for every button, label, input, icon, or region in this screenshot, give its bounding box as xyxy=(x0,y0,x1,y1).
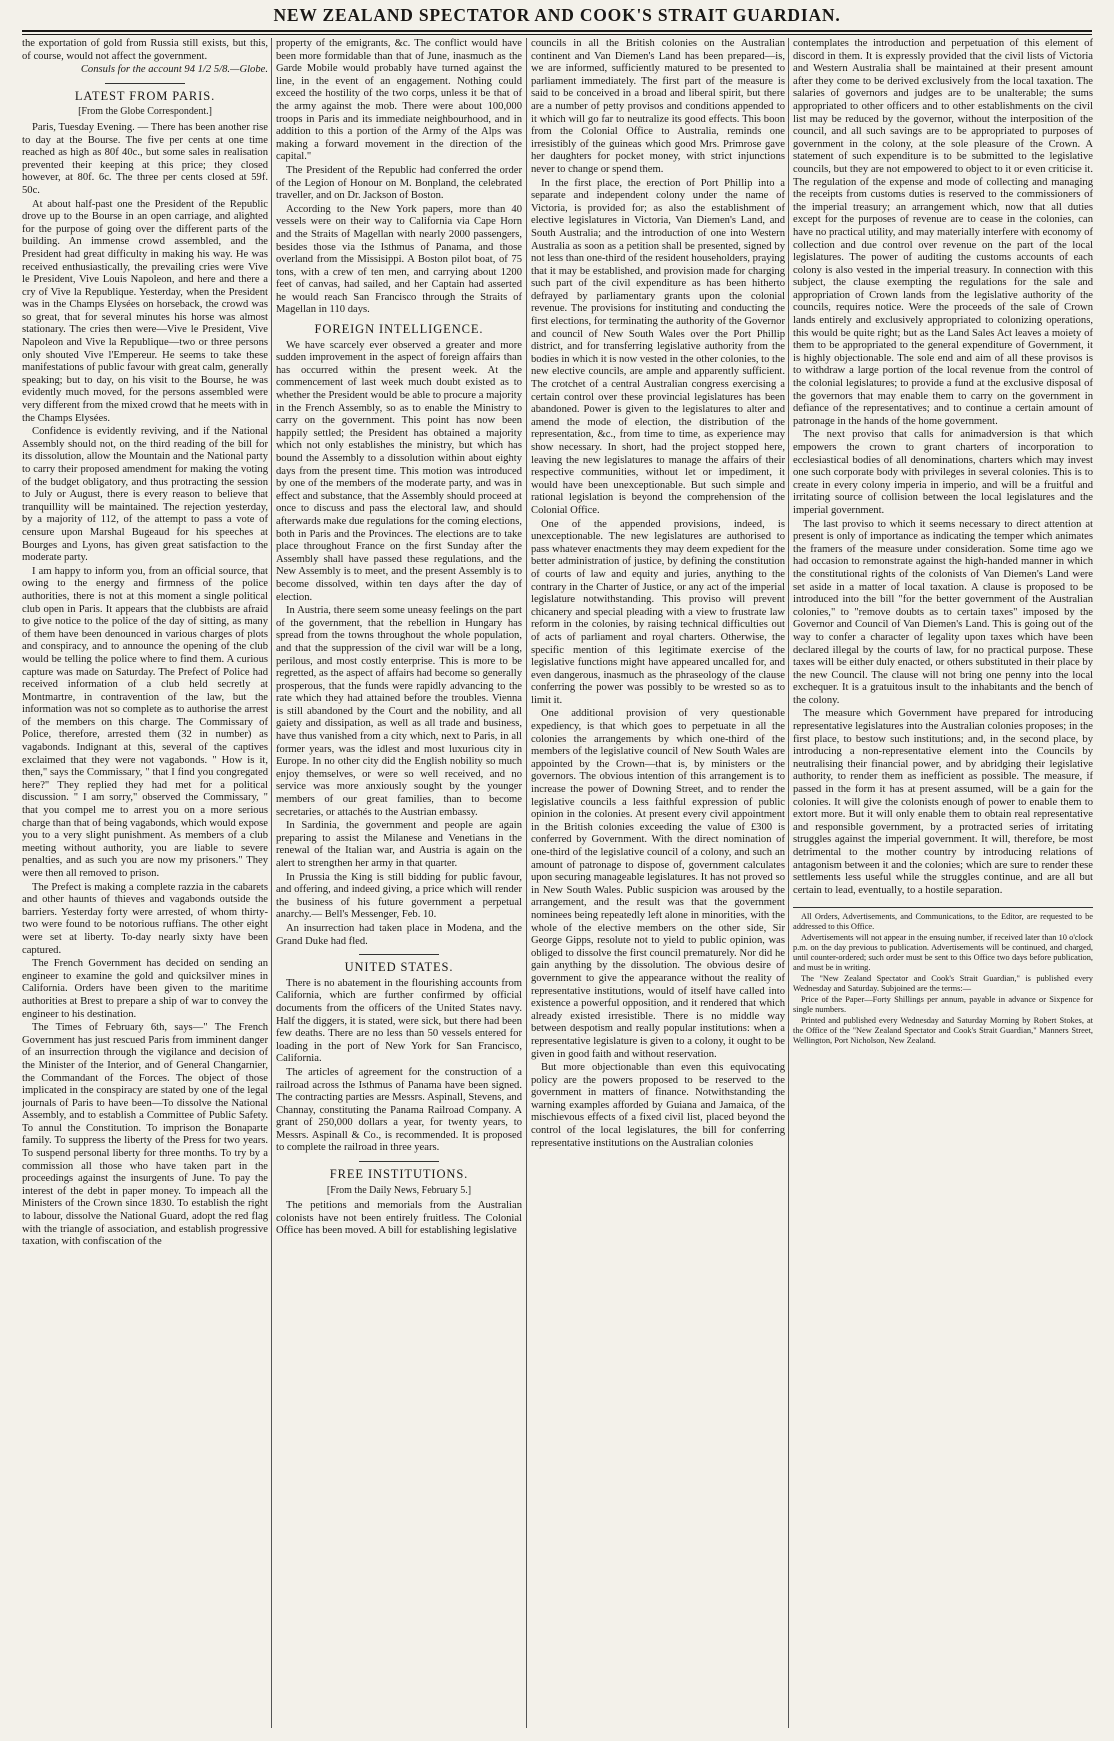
paragraph: The President of the Republic had conferred the order of the Legion of Honour on M. Bonpland, the celebrated traveller, and on Dr. Jackson of Boston. xyxy=(276,164,522,202)
paragraph: In the first place, the erection of Port Phillip into a separate and independent colony under the name of Victoria, is provided for; as also the establishment of elective legislatures in Victoria, Van Diemen's Land, and South Australia; and the introduction of one into Western Australia as soon as a petition shall be presented, signed by not less than one-third of the resident householders, praying that it may be established, and provision made for charging such part of the civil expenditure as has been hitherto defrayed by parliamentary grants upon the colonial revenue. The provisions for instituting and conducting the first elections, for terminating the authority of the Governor and council of New South Wales over the Port Phillip district, and for transferring legislative authority from the bodies in which it is now vested in the other colonies, to the new elective councils, are ample and apparently sufficient. The crotchet of a central Australian congress exercising a certain control over these provincial legislatures has been abandoned. Power is given to the legislatures to alter and amend the mode of election, the distribution of the representation, &c., from time to time, as experience may show necessary. In short, had the project stopped here, leaving the new legislatures to manage the affairs of their respective communities, without let or impediment, it would have been unexceptionable. But such simple and rational legislation is beyond the comprehension of the Colonial Office. xyxy=(531,177,785,516)
heading-latest-from-paris: LATEST FROM PARIS. xyxy=(74,88,216,103)
column-4 xyxy=(793,38,1093,1728)
paragraph: An insurrection had taken place in Modena, and the Grand Duke had fled. xyxy=(276,922,522,947)
source-line: [From the Globe Correspondent.] xyxy=(78,106,212,118)
paragraph: I am happy to inform you, from an official source, that owing to the energy and firmness of the police authorities, there is not at this moment a single political club open in Paris. It appears that the clubbists are afraid to give notice to the police of the day of sitting, as many of them have been denounced in various charges of plots and conspiracy, and to announce the opening of the club would be telling the police where to find them. A curious capture was made on Saturday. The Prefect of Police had received information of a club held secretly at Montmartre, in contravention of the law, but the information was not so complete as to authorise the arrest of the members on this charge. The Commissary of Police, therefore, arrested them (32 in number) as vagabonds. Indignant at this, several of the captives exclaimed that they were not vagabonds. " How is it, then," says the Commissary, " that I find you congregated here?" They replied they had met for a political discussion. " I am sorry," observed the Commissary, " that you compel me to arrest you on a more serious charge than that of being vagabonds, which would expose you to a very slight punishment. As members of a club meeting without authority, you are liable to severe penalties, and as such you are now my prisoners." They were then all removed to prison. xyxy=(22,565,268,879)
paragraph: In Prussia the King is still bidding for public favour, and offering, and indeed giving, a price which will render the business of his future government a perpetual anarchy.— Bell's Messenger, Feb. 10. xyxy=(276,871,522,921)
column-3 xyxy=(531,38,785,1728)
column-divider xyxy=(526,38,527,1728)
paragraph: Paris, Tuesday Evening. — There has been another rise to day at the Bourse. The five per cents at one time reached as high as 80f 40c., but some sales in realisation prevented their keeping at this price; they closed however, at 80f. 6c. The three per cents closed at 59f. 50c. xyxy=(22,121,268,196)
paragraph: The petitions and memorials from the Australian colonists have not been entirely fruitless. The Colonial Office has been moved. A bill for establishing legislative xyxy=(276,1200,522,1237)
section-rule xyxy=(359,954,439,955)
masthead-rule xyxy=(22,30,1092,32)
column-1 xyxy=(22,38,268,1728)
notice-line: The "New Zealand Spectator and Cook's Strait Guardian," is published every Wednesday and Saturday. Subjoined are the terms:— xyxy=(793,974,1093,994)
heading-foreign-intelligence: FOREIGN INTELLIGENCE. xyxy=(314,322,484,337)
notice-line: Price of the Paper—Forty Shillings per annum, payable in advance or Sixpence for single numbers. xyxy=(793,995,1093,1015)
paragraph: One additional provision of very questionable expediency, is that which goes to perpetuate in all the colonies the arrangements by which one-third of the members of the legislative council of New South Wales are appointed by the Crown—that is, by ministers or the governors. The obvious intention of this arrangement is to increase the power of Downing Street, and to render the legislative councils a less faithful expression of public opinion in the colonies. At present every civil appointment in the British colonies exceeding the value of £300 is conferred by Government. With the direct nomination of one-third of the legislative council of a colony, and such an amount of patronage to dispose of, government calculates upon securing manageable legislatures. It has not proved so in New South Wales. Public suspicion was aroused by the arrangement, and the result was that the government nominees being repeatedly left alone in minorities, with the whole of the elective members on the other side, Sir George Gipps, resolute not to yield to public opinion, was obliged to dissolve the first council prematurely. Nor did he gain anything by the dissolution. The obvious desire of government to give the appearance without the reality of representative institutions, would of itself have called into existence a powerful opposition, and it rendered that which already existed irresistible. There is no middle way between despotism and really popular institutions: when a representative legislature is given to a colony, it ought to be given in good faith and without reservation. xyxy=(531,708,785,1060)
section-rule xyxy=(359,1161,439,1162)
paragraph: councils in all the British colonies on the Australian continent and Van Diemen's Land has been prepared—is, we are informed, sufficiently matured to be presented to parliament immediately. The first part of the measure is said to be conceived in a broad and liberal spirit, but there are a number of petty provisos and conditions appended to it which will go far to neutralize its good effects. This boon from the Colonial Office to Australia, reminds one irresistibly of the guineas which good Mrs. Primrose gave her daughters for pocket money, with strict injunctions never to change or spend them. xyxy=(531,38,785,175)
paragraph: The French Government has decided on sending an engineer to examine the gold and quicksilver mines in California. Orders have been given to the maritime authorities at Brest to prepare a ship of war to convey the engineer to his destination. xyxy=(22,958,268,1020)
paragraph: Confidence is evidently reviving, and if the National Assembly should not, on the third reading of the bill for its dissolution, allow the Mountain and the National party to carry their proposed amendment for making the voting of the budget obligatory, and thus protracting the session to July or August, there is every reason to believe that tranquillity will be maintained. The rejection yesterday, by a majority of 112, of the attempt to pass a vote of censure upon Marshal Bugeaud for his speeches at Bourges and Lyons, has given great satisfaction to the moderate party. xyxy=(22,426,268,564)
column-divider xyxy=(788,38,789,1728)
paragraph: The Prefect is making a complete razzia in the cabarets and other haunts of thieves and vagabonds outside the barriers. Yesterday forty were arrested, of whom thirty-two were found to be notorious ruffians. The other eight were set at liberty. To-day nearly sixty have been captured. xyxy=(22,881,268,956)
publisher-notice xyxy=(793,907,1093,1046)
paragraph: The measure which Government have prepared for introducing representative legislatures into the Australian colonies proposes; in the first place, to bestow such institutions; and, in the second place, by introducing a non-representative element into the Councils by neutralising their financial power, and by abridging their legislative authority, to render them as inefficient as possible. The measure, if passed in the form it has at present assumed, will be a gain for the colonies. It will give the colonists enough of power to enable them to extort more. But it will only enable them to obtain real representative and responsible government, by a protracted series of irritating struggles against the imperial government. It will, therefore, be most detrimental to the mother country by introducing relations of antagonism between it and the colonies; which are sure to render these settlements less useful while the struggles continue, and are all but certain to lead, eventually, to a hostile separation. xyxy=(793,708,1093,896)
column-divider xyxy=(271,38,272,1728)
paragraph: There is no abatement in the flourishing accounts from California, which are further confirmed by official documents from the officers of the United States navy. Half the diggers, it is stated, were sick, but there had been few deaths. There are no less than 50 vessels entered for loading in the port of New York for San Francisco, California. xyxy=(276,977,522,1065)
paragraph: But more objectionable than even this equivocating policy are the powers proposed to be reserved to the government in matters of finance. Notwithstanding the warning examples afforded by Guiana and Jamaica, of the mischievous effects of a fixed civil list, placed beyond the control of the local legislatures, the bill for conferring representative institutions on the Australian colonies xyxy=(531,1062,785,1149)
paragraph: According to the New York papers, more than 40 vessels were on their way to California via Cape Horn and the Straits of Magellan with nearly 2000 passengers, besides those via the Isthmus of Panama, and those overland from the Missisippi. A Boston pilot boat, of 75 tons, with a crew of ten men, and carrying about 1200 feet of canvas, had sailed, and her Captain had asserted he would reach San Francisco through the Straits of Magellan in 110 days. xyxy=(276,203,522,316)
paragraph: The articles of agreement for the construction of a railroad across the Isthmus of Panama have been signed. The contracting parties are Messrs. Aspinall, Stevens, and Channay, constituting the Panama Railroad Company. A grant of 250,000 dollars a year, for twenty years, to Messrs. Aspinall & Co., is recommended. It is proposed to complete the railroad in three years. xyxy=(276,1066,522,1154)
paragraph: At about half-past one the President of the Republic drove up to the Bourse in an open carriage, and alighted for the purpose of going over the different parts of the building. An immense crowd assembled, and the President had great difficulty in making his way. He was received enthusiastically, the prevailing cries were Vive le President, Vive Louis Napoleon, and here and there a cry of Vive la Republique. Yesterday, when the President was in the Champs Elysées on horseback, the crowd was so great, that for several minutes his horse was almost stationary. The cries then were—Vive le President, Vive Napoleon and Vive la Republique—two or three persons only shouted Vive l'Empereur. He seems to take these manifestations of public favour with great calm, generally speaking; but to day, on his visit to the Bourse, he was evidently much moved, for the persons assembled were very different from the mixed crowd that he meets with in the Champs Elysées. xyxy=(22,198,268,424)
paragraph: In Austria, there seem some uneasy feelings on the part of the government, that the rebellion in Hungary has spread from the towns throughout the whole population, and that the suppression of the civil war will be a long, perilous, and most costly enterprise. This is more to be regretted, as the aspect of affairs had become so generally prosperous, that the funds were rapidly advancing to the rate which they had attained before the troubles. Vienna is still abandoned by the Court and the nobility, and all gaiety and dissipation, as well as all trade and business, have thus vanished from a city which, next to Paris, in all former years, was the idlest and most luxurious city in Europe. In no other city did the English nobility so much enjoy themselves, or were so well received, and no service was more anxiously sought by the younger members of our great families, than to become secretaries, or attachés to the Austrian embassy. xyxy=(276,605,522,818)
paragraph: One of the appended provisions, indeed, is unexceptionable. The new legislatures are authorised to pass whatever enactments they may deem expedient for the better administration of justice, by defining the constitution of courts of law and equity and juries, anything to the contrary in the Charter of Justice, or any act of the imperial legislature notwithstanding. This proviso will prevent chicanery and special pleading with a view to frustrate law reform in the colonies, by raising technical difficulties out of acts of parliament and royal charters. Otherwise, the specific mention of this legitimate exercise of the legislative functions might have appeared uncalled for, and even dangerous, inasmuch as the phraseology of the clause conferring the power was possibly to be wrested so as to limit it. xyxy=(531,518,785,706)
notice-line: Advertisements will not appear in the ensuing number, if received later than 10 o'clock p.m. on the day previous to publication. Advertisements will be continued, and charged, until counter-ordered; such order must be sent to this Office two days before publication, and must be in writing. xyxy=(793,933,1093,973)
paragraph: We have scarcely ever observed a greater and more sudden improvement in the aspect of foreign affairs than has occurred within the present week. At the commencement of last week much doubt existed as to whether the President would be able to procure a majority in the French Assembly, so as to enable the Ministry to carry on the government. This point has now been happily settled; the President has obtained a majority which not only establishes the ministry, but which has bound the Assembly to a dissolution within about eighty days from the present time. This motion was introduced by one of the members of the moderate party, and was in effect and substance, that the Assembly should proceed at once to discuss and pass the electoral law, and should afterwards make due regulations for the coming elections, both in Paris and the Provinces. The elections are to take place throughout France on the first Sunday after the Assembly shall have passed these regulations, and the New Assembly is to meet, and the present Assembly is to become dissolved, within ten days after the day of election. xyxy=(276,339,522,603)
column-2 xyxy=(276,38,522,1728)
paragraph: The Times of February 6th, says—" The French Government has just rescued Paris from imminent danger of an insurrection through the vigilance and decision of the Minister of the Interior, and of General Changarnier, the Commandant of the Forces. The object of those implicated in the conspiracy are stated by one of the legal journals of Paris to have been—To dissolve the National Assembly, and to establish a Committee of Public Safety. To annul the Constitution. To imprison the Bonaparte family. To suppress the liberty of the Press for two years. To suspend personal liberty for three months. To try by a commission all those who have taken part in the proceedings against the insurgents of June. To pay the interest of the debt in paper money. To impeach all the Ministers of the Crown since 1830. To establish the right to labour, dissolve the National Guard, adopt the red flag with the triangle of association, and establish progressive taxation, with confiscation of the xyxy=(22,1022,268,1248)
paragraph: contemplates the introduction and perpetuation of this element of discord in them. It is expressly provided that the civil lists of Victoria and Western Australia shall be maintained at their present amount after they come to be derived exclusively from the local taxation. The salaries of governors and judges are to be unalterable; the sums appropriated to other officers and to other establishments on the civil list may be reduced by the governor, without the interposition of the council, and all such savings are to be appropriated to purposes of government in the colony, at the sole pleasure of the Crown. A statement of such expenditure is to be submitted to the legislative councils, but they are not empowered to object to it or even criticise it. The regulation of the expense and mode of collecting and managing the receipts from customs duties is reserved to the commissioners of the imperial treasury; an arrangement which, now that all duties except for the purposes of revenue are to cease in the colonies, can have no practical utility, and may materially interfere with economy of collection and due control over revenue on the part of the local legislatures. The power of auditing the customs accounts of each colony is also vested in the imperial treasury. In connection with this subject, the clause exempting the regulations for the sale and appropriation of Crown lands from the legislative authority of the councils, requires notice. Were the proceeds of the sale of Crown lands entirely and exclusively appropriated to colonizing operations, this would be quite right; but as the Land Sales Act leaves a moiety of them to be appropriated to the general expenditure of Government, it is highly objectionable. The sole end and aim of all these provisos is to withdraw a large portion of the local revenue from the control of the colonial legislatures; to provide a fund at the exclusive disposal of the governors that may enable them to carry on the government in defiance of the representatives; and to continue a certain amount of patronage in the hands of the home government. xyxy=(793,38,1093,427)
paragraph: property of the emigrants, &c. The conflict would have been more formidable than that of June, inasmuch as the Garde Mobile would probably have turned against the line, in the event of an engagement. Nothing could exceed the hostility of the two corps, unless it be that of the army against the mob. There were about 100,000 troops in Paris and its immediate neighbourhood, and in addition to this a portion of the Army of the Alps was making a forward movement in the direction of the capital." xyxy=(276,38,522,163)
consuls-line: Consuls for the account 94 1/2 5/8.—Globe. xyxy=(80,64,268,76)
section-rule xyxy=(105,83,185,84)
notice-line: Printed and published every Wednesday and Saturday Morning by Robert Stokes, at the Office of the "New Zealand Spectator and Cook's Strait Guardian," Manners Street, Wellington, Port Nicholson, New Zealand. xyxy=(793,1016,1093,1046)
heading-free-institutions: FREE INSTITUTIONS. xyxy=(329,1167,469,1182)
notice-line: All Orders, Advertisements, and Communications, to the Editor, are requested to be addressed to this Office. xyxy=(793,912,1093,932)
source-line: [From the Daily News, February 5.] xyxy=(326,1184,472,1196)
heading-united-states: UNITED STATES. xyxy=(344,960,454,975)
masthead-title: NEW ZEALAND SPECTATOR AND COOK'S STRAIT GUARDIAN. xyxy=(273,5,841,25)
paragraph: the exportation of gold from Russia still exists, but this, of course, would not affect the government. xyxy=(22,38,268,62)
masthead-rule-thin xyxy=(22,34,1092,35)
paragraph: The last proviso to which it seems necessary to direct attention at present is only of importance as indicating the temper which animates the framers of the measure under consideration. Some time ago we had occasion to remonstrate against the high-handed manner in which the constitutional rights of the colonists of Van Diemen's Land were set aside in a matter of local taxation. A clause is proposed to be introduced into the bill "for the better government of the Australian colonies," to "remove doubts as to certain taxes" imposed by the Governor and Council of Van Diemen's Land. This is going out of the way to confer a character of legality upon taxes which have been declared illegal by the courts of law, for no practical purpose. These taxes will be either duly enacted, or others substituted in their place by the new Council. The clause will not bring one penny into the local exchequer. It is a gratuitous insult to the inhabitants and the bench of the colony. xyxy=(793,518,1093,706)
paragraph: In Sardinia, the government and people are again preparing to assist the Milanese and Venetians in the renewal of the Italian war, and Austria is again on the alert to strengthen her army in that quarter. xyxy=(276,820,522,869)
paragraph: The next proviso that calls for animadversion is that which empowers the crown to grant charters of incorporation to ecclesiastical bodies of all denominations, charters which may invest one such corporate body with privileges in several colonies. This is to create in every colony imperia in imperio, and will be a fruitful and irritating source of collision between the local legislatures and the imperial government. xyxy=(793,429,1093,516)
